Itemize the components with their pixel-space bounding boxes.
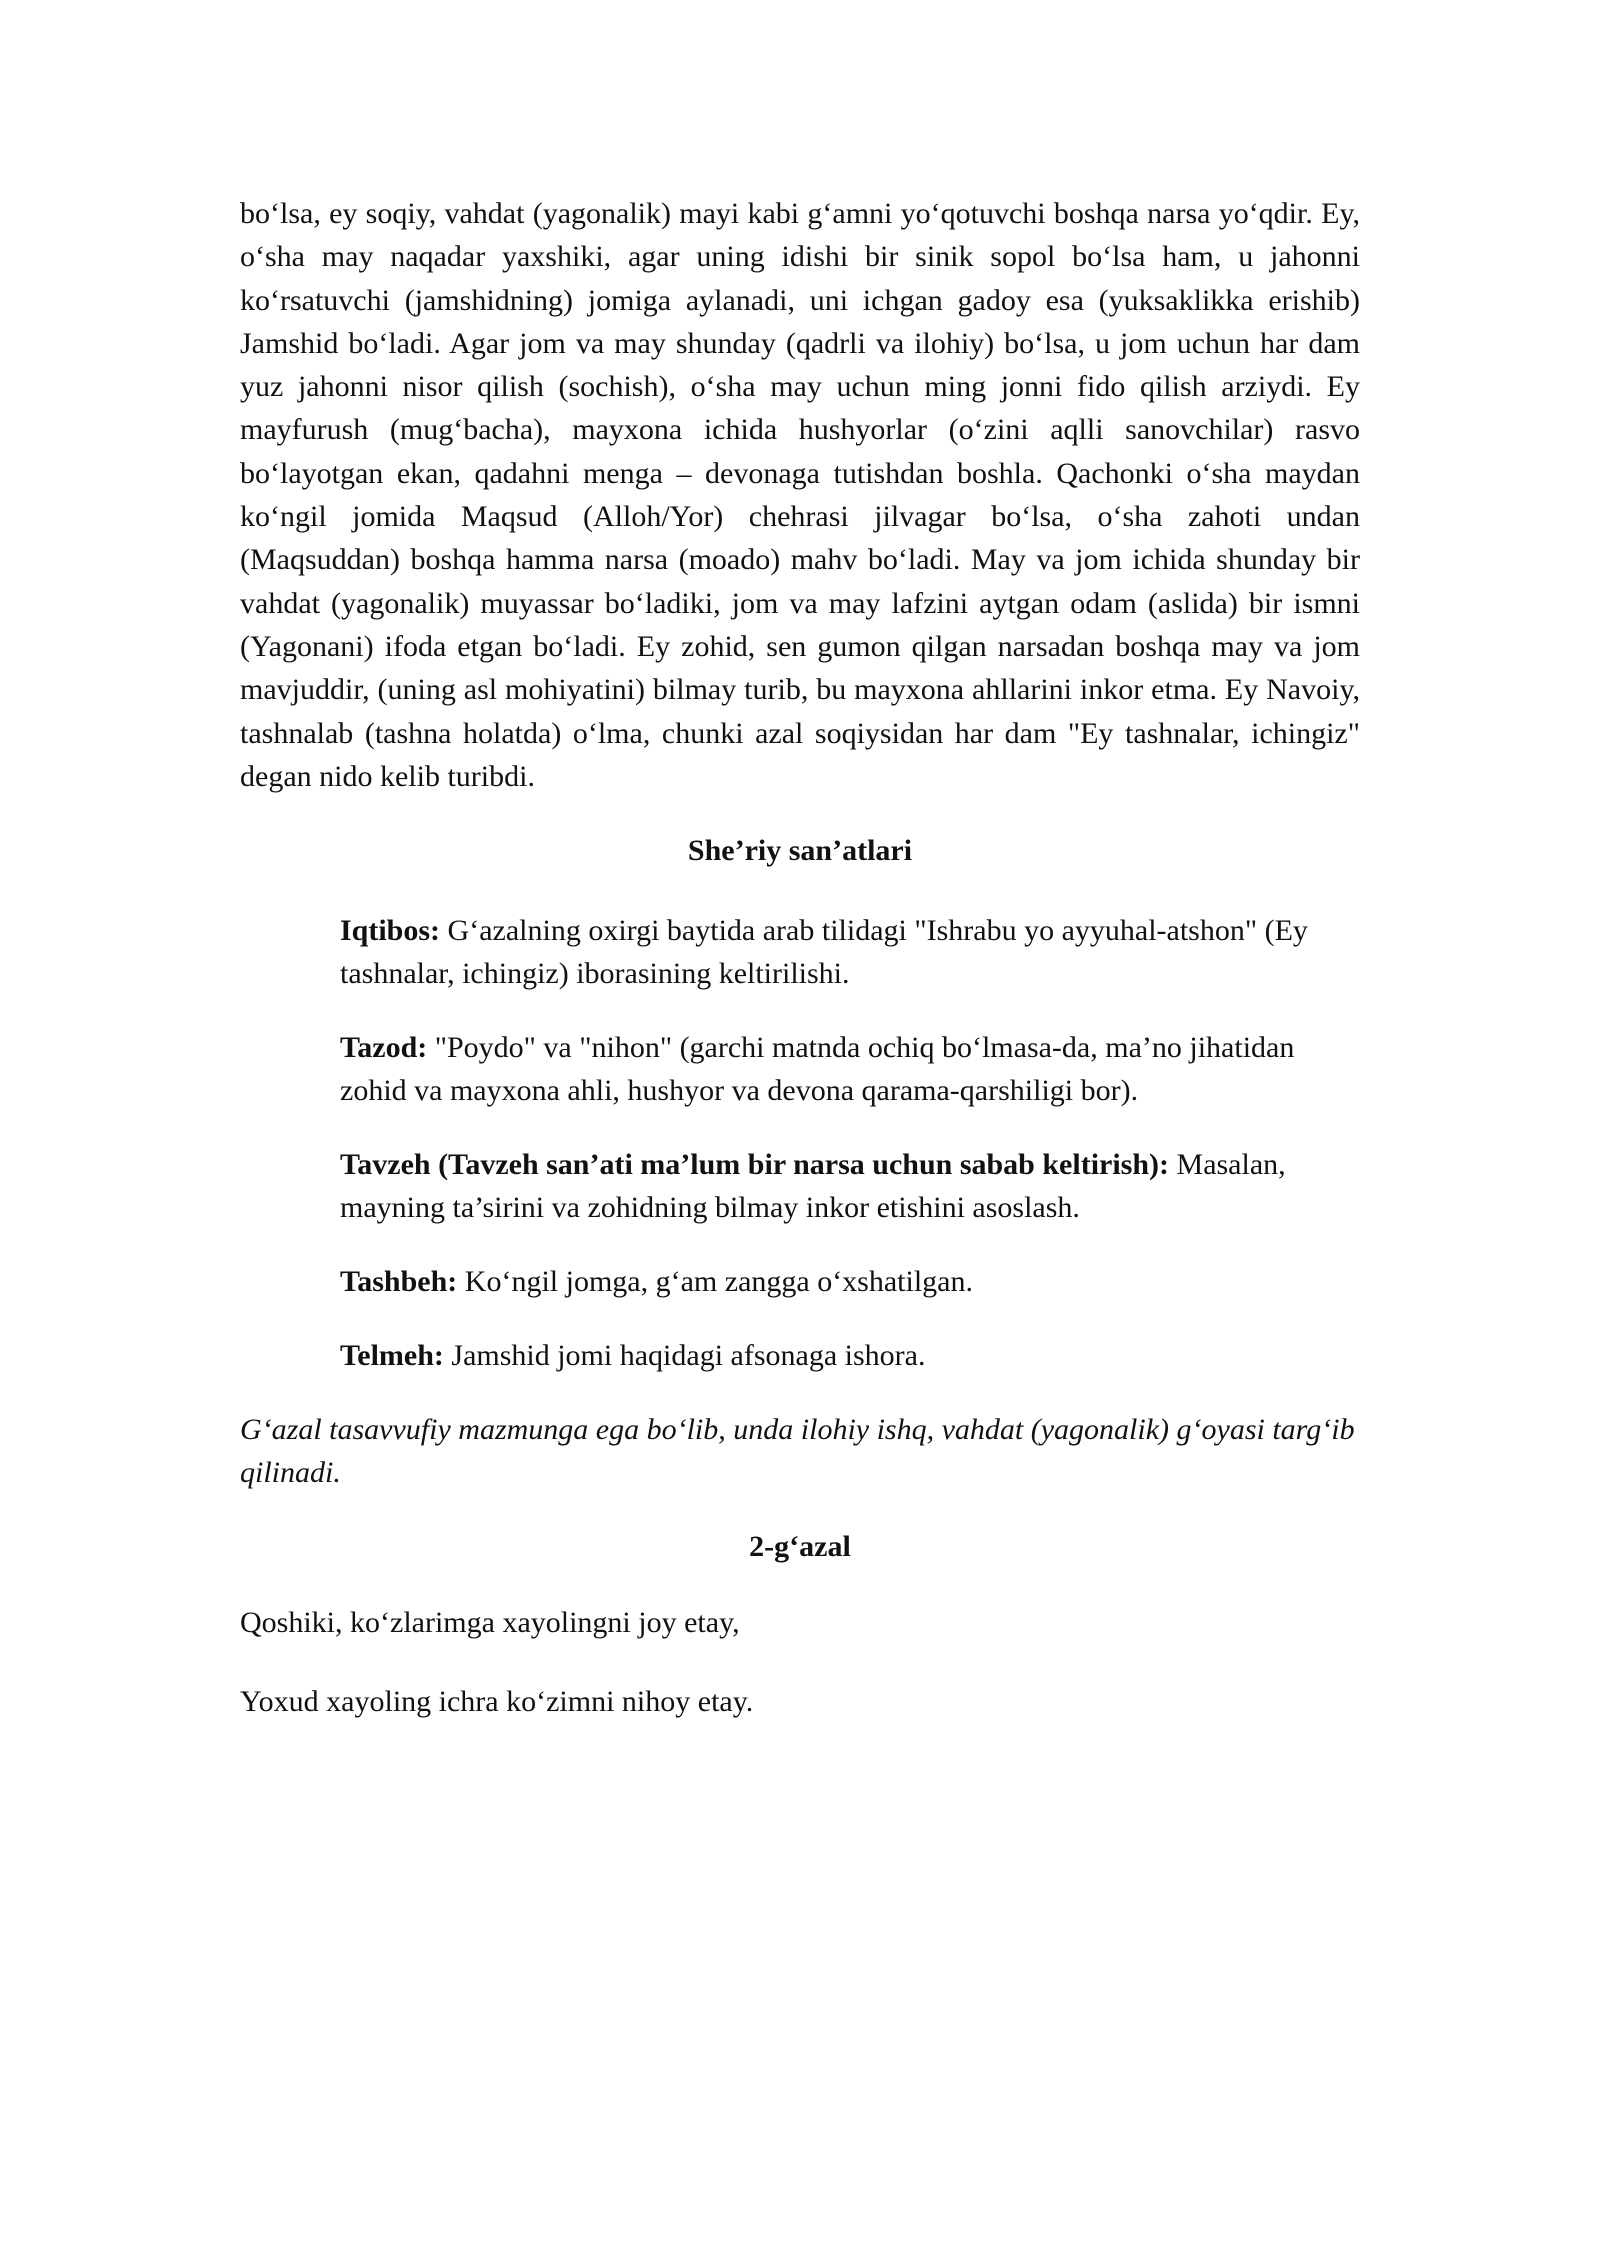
art-text: G‘azalning oxirgi baytida arab tilidagi "Ishrabu yo ayyuhal-atshon" (Ey tashnalar, ichingiz) iborasining keltirilishi.	[340, 914, 1308, 991]
art-term: Tavzeh (Tavzeh san’ati ma’lum bir narsa uchun sabab keltirish):	[340, 1148, 1170, 1182]
art-item-tavzeh	[340, 1143, 1320, 1229]
art-text: Ko‘ngil jomga, g‘am zangga o‘xshatilgan.	[457, 1265, 973, 1299]
ghazal-heading: 2-g‘azal	[749, 1530, 851, 1564]
body-paragraph: bo‘lsa, ey soqiy, vahdat (yagonalik) mayi kabi g‘amni yo‘qotuvchi boshqa narsa yo‘qdir. Ey, o‘sha may naqadar yaxshiki, agar uning idishi bir sinik sopol bo‘lsa ham, u jahonni ko‘rsatuvchi (jamshidning) jomiga aylanadi, uni ichgan gadoy esa (yuksaklikka erishib) Jamshid bo‘ladi. Agar jom va may shunday (qadrli va ilohiy) bo‘lsa, u jom uchun har dam yuz jahonni nisor qilish (sochish), o‘sha may uchun ming jonni fido qilish arziydi. Ey mayfurush (mug‘bacha), mayxona ichida hushyorlar (o‘zini aqlli sanovchilar) rasvo bo‘layotgan ekan, qadahni menga – devonaga tutishdan boshla. Qachonki o‘sha maydan ko‘ngil jomida Maqsud (Alloh/Yor) chehrasi jilvagar bo‘lsa, o‘sha zahoti undan (Maqsuddan) boshqa hamma narsa (moado) mahv bo‘ladi. May va jom ichida shunday bir vahdat (yagonalik) muyassar bo‘ladiki, jom va may lafzini aytgan odam (aslida) bir ismni (Yagonani) ifoda etgan bo‘ladi. Ey zohid, sen gumon qilgan narsadan boshqa may va jom mavjuddir, (uning asl mohiyatini) bilmay turib, bu mayxona ahllarini inkor etma. Ey Navoiy, tashnalab (tashna holatda) o‘lma, chunki azal soqiysidan har dam "Ey tashnalar, ichingiz" degan nido kelib turibdi.	[240, 197, 1360, 793]
art-item-iqtibos	[340, 909, 1320, 995]
art-text: Masalan, mayning ta’sirini va zohidning bilmay inkor etishini asoslash.	[340, 1148, 1286, 1225]
document-page	[240, 192, 1360, 1723]
arts-heading: She’riy san’atlari	[687, 834, 913, 868]
art-term: Telmeh:	[340, 1339, 444, 1373]
art-text: "Poydo" va "nihon" (garchi matnda ochiq bo‘lmasa-da, ma’no jihatidan zohid va mayxona ahli, hushyor va devona qarama-qarshiligi bor).	[340, 1031, 1295, 1108]
art-item-tazod	[340, 1026, 1320, 1112]
art-term: Iqtibos:	[340, 914, 441, 948]
art-item-tashbeh	[340, 1260, 1320, 1303]
art-term: Tashbeh:	[340, 1265, 458, 1299]
verse-line: Qoshiki, ko‘zlarimga xayolingni joy etay,	[240, 1606, 740, 1640]
art-term: Tazod:	[340, 1031, 428, 1065]
summary-paragraph: G‘azal tasavvufiy mazmunga ega bo‘lib, unda ilohiy ishq, vahdat (yagonalik) g‘oyasi targ‘ib qilinadi.	[240, 1413, 1355, 1490]
art-item-telmeh	[340, 1334, 1320, 1377]
verse-line: Yoxud xayoling ichra ko‘zimni nihoy etay.	[240, 1685, 754, 1719]
art-text: Jamshid jomi haqidagi afsonaga ishora.	[443, 1339, 926, 1373]
arts-list	[240, 909, 1320, 1377]
